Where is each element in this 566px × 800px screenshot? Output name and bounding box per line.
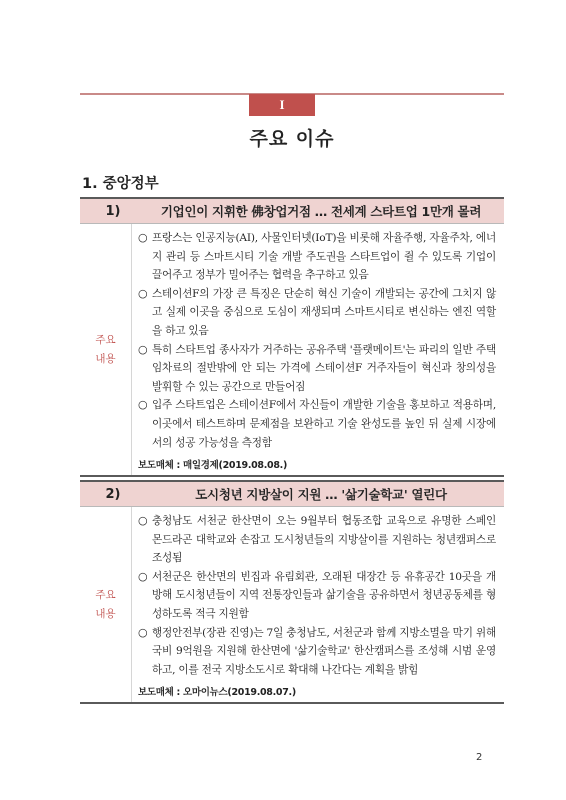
bullet-text: 프랑스는 인공지능(AI), 사물인터넷(IoT)을 비롯해 자율주행, 자율주차, 에너지 관리 등 스마트시티 기술 개발 주도권을 스타트업이 쥘 수 있도록 기업이 끌어주고 정부가 밀어주는 협력을 추구하고 있음	[152, 232, 496, 282]
article-title: 기업인이 지휘한 佛창업거점 … 전세계 스타트업 1만개 몰려	[160, 204, 482, 219]
content-body	[132, 507, 504, 702]
content-label-column	[80, 224, 132, 475]
article-content	[80, 224, 504, 477]
content-label-column	[80, 507, 132, 702]
circle-bullet-icon: ○	[138, 569, 148, 583]
article-number: 2)	[105, 486, 121, 502]
section-heading: 1. 중앙정부	[82, 176, 159, 192]
article-number: 1)	[105, 203, 121, 219]
bullet-item	[138, 229, 496, 285]
bullet-item	[138, 624, 496, 680]
bullet-item	[138, 512, 496, 568]
news-source: 보도매체 : 오마이뉴스(2019.08.07.)	[138, 687, 296, 699]
circle-bullet-icon: ○	[138, 625, 148, 639]
content-label: 주요 내용	[95, 588, 116, 620]
article-content	[80, 507, 504, 704]
circle-bullet-icon: ○	[138, 231, 148, 244]
circle-bullet-icon: ○	[138, 514, 148, 527]
bullet-text: 충청남도 서천군 한산면이 오는 9월부터 협동조합 교육으로 유명한 스페인 몬드라곤 대학교와 손잡고 도시청년들의 지방살이를 지원하는 청년캠퍼스로 조성됨	[152, 515, 496, 565]
circle-bullet-icon: ○	[138, 342, 148, 356]
article-header-bar	[80, 480, 504, 507]
content-body	[132, 224, 504, 475]
bullet-item	[138, 396, 496, 452]
bullet-item	[138, 568, 496, 624]
bullet-text: 입주 스타트업은 스테이션F에서 자신들이 개발한 기술을 홍보하고 적용하며, 이곳에서 테스트하며 문제점을 보완하고 기술 완성도를 높인 뒤 실제 시장에서의 성공 가능성을 측정함	[152, 399, 496, 449]
bullet-text: 스테이션F의 가장 큰 특징은 단순히 혁신 기술이 개발되는 공간에 그치지 않고 실제 이곳을 중심으로 도심이 재생되며 스마트시티로 변신하는 엔진 역할을 하고 있음	[152, 287, 496, 337]
page-number: 2	[476, 752, 483, 763]
article-header-bar	[80, 197, 504, 224]
circle-bullet-icon: ○	[138, 286, 148, 300]
bullet-text: 서천군은 한산면의 빈집과 유림회관, 오래된 대장간 등 유휴공간 10곳을 개방해 도시청년들이 지역 전통장인들과 삶기술을 공유하면서 청년공동체를 형성하도록 적극 지원함	[152, 570, 496, 620]
bullet-text: 특히 스타트업 종사자가 거주하는 공유주택 '플랫메이트'는 파리의 일반 주택 임차료의 절반밖에 안 되는 가격에 스테이션F 거주자들이 혁신과 창의성을 발휘할 수 있는 공간으로 만들어짐	[152, 343, 496, 393]
circle-bullet-icon: ○	[138, 398, 148, 412]
article-title: 도시청년 지방살이 지원 … '삶기술학교' 열린다	[195, 487, 447, 502]
news-source: 보도매체 : 매일경제(2019.08.08.)	[138, 460, 288, 472]
article-block-2	[80, 480, 504, 704]
chapter-roman-numeral: I	[249, 94, 315, 116]
bullet-item	[138, 285, 496, 341]
bullet-text: 행정안전부(장관 진영)는 7일 충청남도, 서천군과 함께 지방소멸을 막기 위해 국비 9억원을 지원해 한산면에 '삶기술학교' 한산캠퍼스를 조성해 시범 운영하고, 이를 전국 지방소도시로 확대해 나간다는 계획을 밝힘	[152, 626, 496, 676]
chapter-title: 주요 이슈	[249, 128, 335, 150]
bullet-item	[138, 341, 496, 397]
article-block-1	[80, 197, 504, 477]
content-label: 주요 내용	[95, 333, 116, 365]
